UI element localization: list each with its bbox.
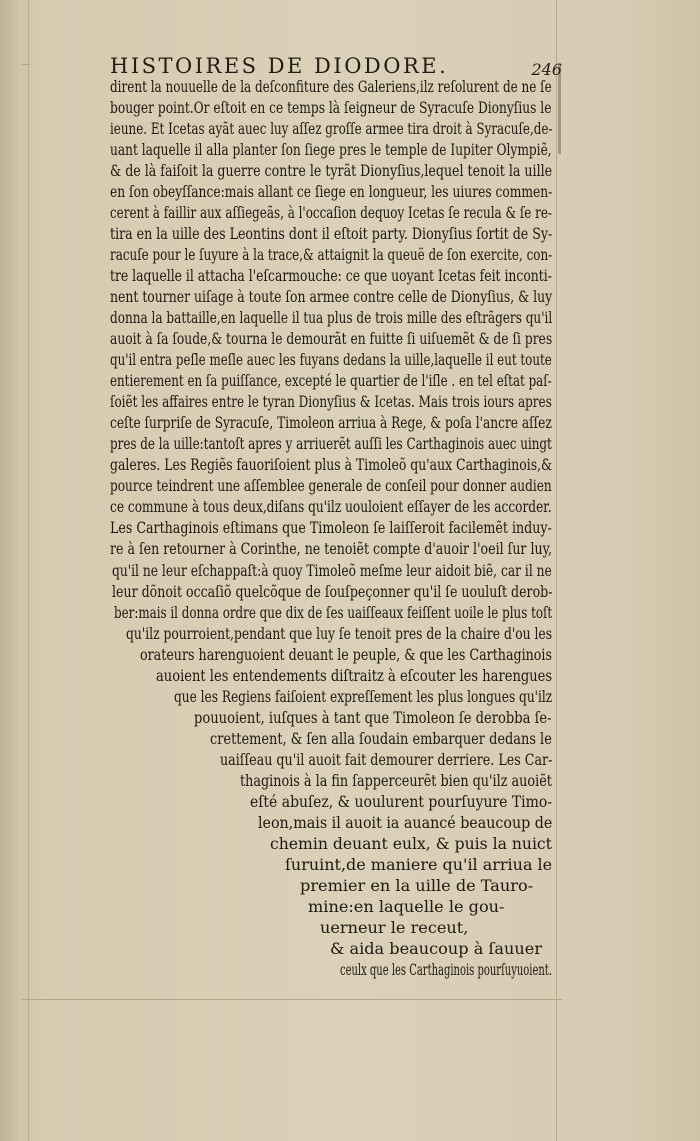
text-line: galeres. Les Regiẽs fauoriſoient plus à Timoleõ qu'aux Carthaginois,& bbox=[110, 456, 553, 474]
text-line: leur dõnoit occaſiõ quelcõque de ſouſpeçonner qu'il ſe uouluſt derob- bbox=[112, 583, 553, 601]
text-line: premier en la uille de Tauro- bbox=[300, 877, 534, 895]
text-line: & aida beaucoup à ſauuer bbox=[330, 940, 543, 958]
text-line: ber:mais il donna ordre que dix de ſes uaiſſeaux feiſſent uoile le plus toſt bbox=[114, 604, 553, 622]
text-line: Les Carthaginois eſtimans que Timoleon ſe laiſſeroit facilemẽt induy- bbox=[110, 519, 552, 537]
text-line: bouger point.Or eſtoit en ce temps là ſeigneur de Syracuſe Dionyſius le bbox=[110, 99, 552, 117]
text-line: ieune. Et Icetas ayãt auec luy aſſez groſſe armee tira droit à Syracuſe,de- bbox=[110, 120, 553, 138]
text-line: tre laquelle il attacha l'eſcarmouche: ce que uoyant Icetas feit inconti- bbox=[110, 267, 552, 285]
text-line: qu'ilz pourroient,pendant que luy ſe tenoit pres de la chaire d'ou les bbox=[126, 625, 553, 643]
text-line: auoit à ſa ſoude,& tourna le demourãt en fuitte ſi uiſuemẽt & de ſi pres bbox=[110, 330, 553, 348]
text-line: pource teindrent une aſſemblee generale de conſeil pour donner audien bbox=[110, 477, 552, 495]
text-line: orateurs harenguoient deuant le peuple, & que les Carthaginois bbox=[140, 646, 552, 664]
text-line: ceſte ſurpriſe de Syracuſe, Timoleon arriua à Rege, & poſa l'ancre aſſez bbox=[110, 414, 552, 432]
text-line: pres de la uille:tantoſt apres y arriuerẽt auſſi les Carthaginois auec uingt bbox=[110, 435, 552, 453]
text-line: nent tourner uiſage à toute ſon armee contre celle de Dionyſius, & luy bbox=[110, 288, 553, 306]
text-line: mine:en laquelle le gou- bbox=[308, 898, 505, 916]
text-line: qu'il entra peſle meſle auec les fuyans dedans la uille,laquelle il eut toute bbox=[110, 351, 552, 369]
text-line: donna la battaille,en laquelle il tua plus de trois mille des eſtrãgers qu'il bbox=[110, 309, 553, 327]
text-line: crettement, & ſen alla ſoudain embarquer dedans le bbox=[210, 730, 552, 748]
text-line: qu'il ne leur eſchappaſt:à quoy Timoleõ meſme leur aidoit biẽ, car il ne bbox=[112, 562, 552, 580]
text-line: que les Regiens faiſoient expreſſement les plus longues qu'ilz bbox=[174, 688, 553, 706]
text-line: ſoiẽt les affaires entre le tyran Dionyſius & Icetas. Mais trois iours apres bbox=[110, 393, 552, 411]
text-line: & de là faiſoit la guerre contre le tyrãt Dionyſius,lequel tenoit la uille bbox=[110, 162, 553, 180]
text-line: thaginois à la fin ſapperceurẽt bien qu'ilz auoiẽt bbox=[240, 772, 552, 790]
text-line: tira en la uille des Leontins dont il eſtoit party. Dionyſius ſortit de Sy- bbox=[110, 225, 553, 243]
text-line: uant laquelle il alla planter ſon ſiege pres le temple de Iupiter Olympiẽ, bbox=[110, 141, 552, 159]
running-title: HISTOIRES DE DIODORE. bbox=[110, 54, 449, 78]
text-line: en ſon obeyſſance:mais allant ce ſiege en longueur, les uiures commen- bbox=[110, 183, 553, 201]
text-line: chemin deuant eulx, & puis la nuict bbox=[270, 835, 552, 853]
page-fold-left bbox=[28, 0, 29, 1141]
text-line: auoient les entendements diſtraitz à eſcouter les harengues bbox=[156, 667, 553, 685]
page-gutter bbox=[0, 0, 22, 1141]
folio-number: 246 bbox=[531, 60, 562, 79]
text-line: ce commune à tous deux,diſans qu'ilz uouloient eſſayer de les accorder. bbox=[110, 498, 552, 516]
guide-mark bbox=[22, 64, 30, 65]
text-line: eſté abuſez, & uoulurent pourſuyure Timo- bbox=[250, 793, 553, 811]
text-line: entierement en ſa puiſſance, excepté le quartier de l'iſle . en tel eſtat paſ- bbox=[110, 372, 552, 390]
guide-line bbox=[22, 999, 562, 1000]
text-line: racuſe pour le ſuyure à la trace,& attaignit la queuë de ſon exercite, con- bbox=[110, 246, 553, 264]
text-line: uaiſſeau qu'il auoit fait demourer derriere. Les Car- bbox=[220, 751, 553, 769]
text-line: leon,mais il auoit ia auancé beaucoup de bbox=[258, 814, 553, 832]
margin-rule bbox=[556, 0, 557, 1141]
text-line: uerneur le receut, bbox=[320, 919, 469, 937]
text-line: cerent à faillir aux aſſiegeãs, à l'occaſion dequoy Icetas ſe recula & ſe re- bbox=[110, 204, 552, 222]
text-line: ſuruint,de maniere qu'il arriua le bbox=[285, 856, 553, 874]
text-line: pouuoient, iuſques à tant que Timoleon ſe derobba ſe- bbox=[194, 709, 552, 727]
text-line: ceulx que les Carthaginois pourſuyuoient. bbox=[340, 961, 552, 979]
text-line: re à ſen retourner à Corinthe, ne tenoiẽt compte d'auoir l'oeil ſur luy, bbox=[110, 540, 553, 558]
text-line: dirent la nouuelle de la deſconfiture des Galeriens,ilz reſolurent de ne ſe bbox=[110, 78, 552, 96]
